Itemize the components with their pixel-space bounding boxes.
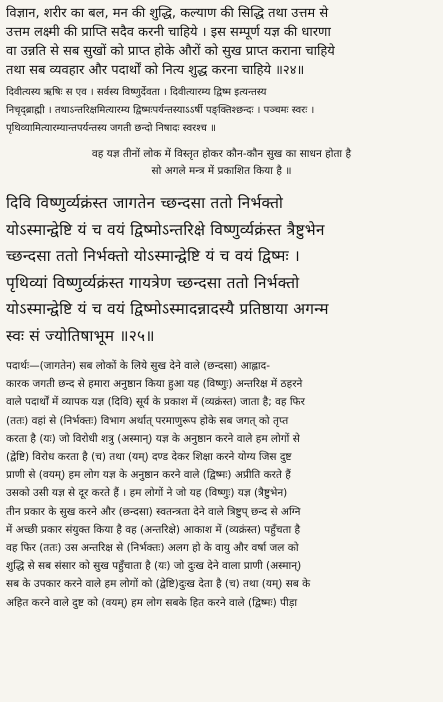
commentary-line: वह फिर (ततः) उस अन्तरिक्ष से (निर्भक्तः) अलग हो के वायु और वर्षा जल को xyxy=(6,542,299,555)
commentary-line: कारक जगती छन्द से हमारा अनुष्ठान किया हुआ यह (विष्णुः) अन्तरिक्ष में ठहरने xyxy=(6,378,303,391)
mantra-line: योऽस्मान्द्वेष्टि यं च वयं द्विष्मोऽस्मादन्नादस्यै प्रतिष्ठाया अगन्म xyxy=(6,300,329,318)
commentary-line: में अच्छी प्रकार संयुक्त किया है वह (अन्तरिक्षे) आकाश में (व्यक्रंस्त) पहुँचता है xyxy=(6,523,301,536)
padartha-commentary xyxy=(6,357,437,612)
rishi-devata-chhanda-info xyxy=(6,84,437,138)
sanskrit-mantra xyxy=(6,190,437,349)
commentary-line: तीन प्रकार के सुख करने और (छन्दसा) स्वतन्त्रता देने वाले त्रिष्टुप् छन्द से अग्नि xyxy=(6,505,301,518)
mantra-line: दिवि विष्णुर्व्यक्रंस्त जागतेन च्छन्दसा ततो निर्भक्तो xyxy=(6,194,284,212)
text-line: विज्ञान, शरीर का बल, मन की शुद्धि, कल्याण की सिद्धि तथा उत्तम से xyxy=(6,6,329,21)
mantra-summary xyxy=(6,146,437,180)
commentary-line: वाले पदार्थों में व्यापक यज्ञ (दिवि) सूर्य के प्रकाश में (व्यक्रंस्त) जाता है; वह फिर xyxy=(6,396,305,409)
commentary-line: सब के उपकार करने वाले हम लोगों को (द्वेष्टि)दुःख देता है (च) तथा (यम्) सब के xyxy=(6,578,311,591)
commentary-line: पदार्थः—(जागतेन) सब लोकों के लिये सुख देने वाले (छन्दसा) आह्लाद- xyxy=(6,360,271,372)
text-line: उत्तम लक्ष्मी की प्राप्ति सदैव करनी चाहिये । इस सम्पूर्ण यज्ञ की धारणा xyxy=(6,25,331,40)
summary-line: सो अगले मन्त्र में प्रकाशित किया है ॥ xyxy=(151,165,292,177)
commentary-line: (द्वेष्टि) विरोध करता है (च) तथा (यम्) दण्ड देकर शिक्षा करने योग्य जिस दुष्ट xyxy=(6,451,292,464)
mantra-line: योऽस्मान्द्वेष्टि यं च वयं द्विष्मोऽन्तरिक्षे विष्णुर्व्यक्रंस्त त्रैष्टुभेन xyxy=(6,220,325,239)
commentary-line: उसको उसी यज्ञ से दूर करते हैं । हम लोगों ने जो यह (विष्णुः) यज्ञ (त्रैष्टुभेन) xyxy=(6,487,288,500)
mantra-line: च्छन्दसा ततो निर्भक्तो योऽस्मान्द्वेष्टि यं च वयं द्विष्मः । xyxy=(6,247,300,265)
meta-line: दिवीत्यस्य ऋषिः स एव । सर्वस्य विष्णुर्देवता । दिवीत्यारम्य द्विष्म इत्यन्तस्य xyxy=(6,87,267,98)
previous-verse-conclusion xyxy=(6,4,437,80)
commentary-line: प्राणी से (वयम्) हम लोग यज्ञ के अनुष्ठान करने वाले (द्विष्मः) अप्रीति करते हैं xyxy=(6,469,291,482)
mantra-line: स्वः सं ज्योतिषाभूम ॥२५॥ xyxy=(6,326,155,345)
meta-line: पृथिव्यामित्यारम्यान्तपर्यन्तस्य जगती छन्दो निषादः स्वरश्च ॥ xyxy=(6,123,216,134)
commentary-line: (ततः) वहां से (निर्भक्तः) विभाग अर्थात् परमाणुरूप होके सब जगत् को तृप्त xyxy=(6,414,289,427)
text-line: तथा सब व्यवहार और पदार्थों को नित्य शुद्ध करना चाहिये ॥२४॥ xyxy=(6,63,305,78)
commentary-line: शुद्धि से सब संसार को सुख पहुँचाता है (यः) जो दुःख देने वाला प्राणी (अस्मान्) xyxy=(6,560,302,573)
mantra-line: पृथिव्यां विष्णुर्व्यक्रंस्त गायत्रेण च्छन्दसा ततो निर्भक्तो xyxy=(6,273,300,292)
meta-line: निचृद्ब्राह्मी । तथाऽन्तरिक्षमित्यारम्य द्विष्मःपर्यन्तस्याऽऽर्षी पङ्क्तिश्छन्दः । पञ्चमः स्वरः । xyxy=(6,105,315,116)
commentary-line: करता है (यः) जो विरोधी शत्रु (अस्मान्) यज्ञ के अनुष्ठान करने वाले हम लोगों से xyxy=(6,432,300,445)
text-line: वा उन्नति से सब सुखों को प्राप्त होके औरों को सुख प्राप्त कराना चाहिये xyxy=(6,44,335,59)
summary-line: वह यज्ञ तीनों लोक में विस्तृत होकर कौन-कौन सुख का साधन होता है xyxy=(91,148,352,160)
commentary-line: अहित करने वाले दुष्ट को (वयम्) हम लोग सबके हित करने वाले (द्विष्मः) पीड़ा xyxy=(6,596,298,609)
